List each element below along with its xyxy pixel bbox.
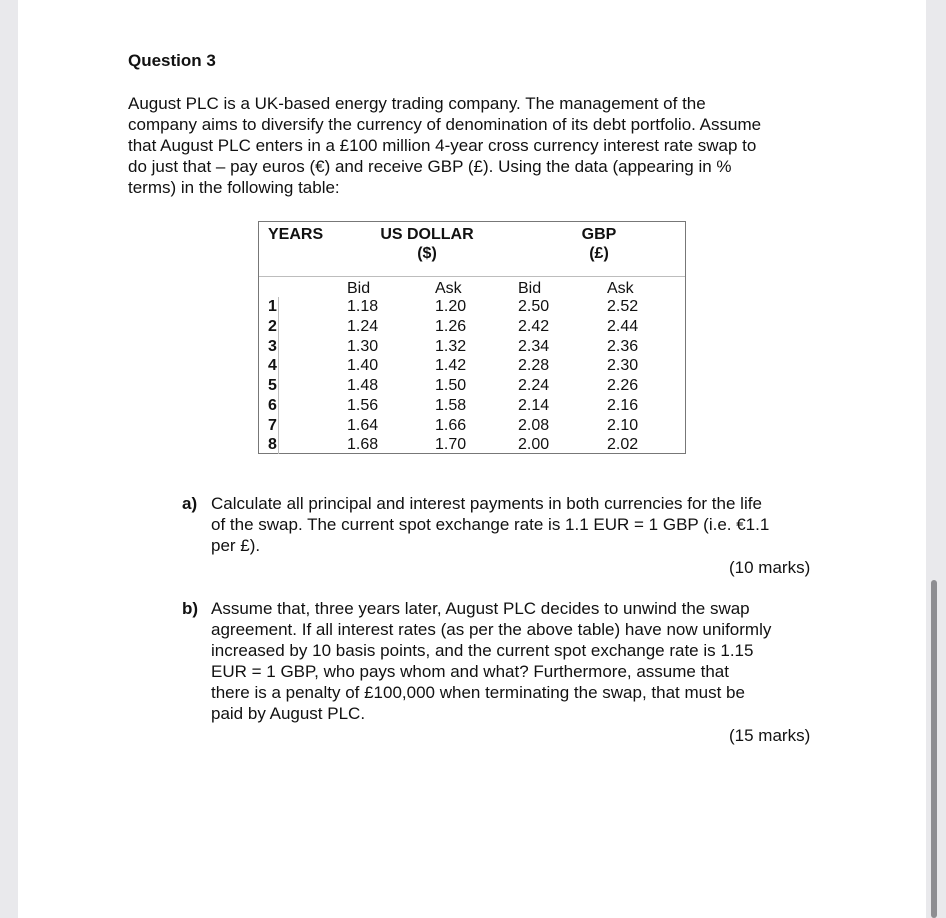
table-row xyxy=(259,416,685,436)
year-cell: 7 xyxy=(268,416,277,434)
gbp-ask-cell: 2.52 xyxy=(607,298,639,315)
usd-bid-cell: 1.24 xyxy=(347,317,379,335)
gbp-ask-cell: 2.16 xyxy=(607,396,639,414)
usd-ask-cell: 1.58 xyxy=(435,396,467,414)
intro-line: company aims to diversify the currency of denomination of its debt portfolio. Assume xyxy=(128,115,762,134)
question-intro xyxy=(128,93,828,198)
usd-bid-cell: 1.68 xyxy=(347,436,379,454)
gbp-header-label: GBP xyxy=(581,226,617,243)
gbp-ask-cell: 2.44 xyxy=(607,317,639,335)
part-b-line: EUR = 1 GBP, who pays whom and what? Furthermore, assume that xyxy=(211,662,729,681)
table-body xyxy=(259,297,685,455)
usd-bid-cell: 1.40 xyxy=(347,357,379,375)
part-b-marks: (15 marks) xyxy=(729,726,811,745)
part-b-text xyxy=(211,598,822,724)
part-b-line: paid by August PLC. xyxy=(211,704,366,723)
intro-line: terms) in the following table: xyxy=(128,178,340,197)
part-a-text xyxy=(211,493,822,556)
gbp-bid-cell: 2.50 xyxy=(518,298,550,315)
part-a xyxy=(182,493,822,556)
gbp-ask-cell: 2.26 xyxy=(607,377,639,394)
gbp-bid-cell: 2.00 xyxy=(518,436,550,454)
question-title: Question 3 xyxy=(128,51,216,70)
usd-bid-cell: 1.48 xyxy=(347,377,379,394)
gbp-ask-header: Ask xyxy=(607,280,634,297)
gbp-ask-cell: 2.36 xyxy=(607,337,639,355)
usd-bid-cell: 1.30 xyxy=(347,337,379,355)
part-a-label: a) xyxy=(182,494,198,513)
part-b-line: Assume that, three years later, August PLC decides to unwind the swap xyxy=(211,599,750,618)
usd-ask-cell: 1.26 xyxy=(435,317,467,335)
gbp-bid-header: Bid xyxy=(518,280,542,297)
usd-bid-cell: 1.18 xyxy=(347,298,379,315)
intro-line: August PLC is a UK-based energy trading company. The management of the xyxy=(128,94,706,113)
usd-bid-header: Bid xyxy=(347,280,371,297)
part-b-line: agreement. If all interest rates (as per the above table) have now uniformly xyxy=(211,620,772,639)
gbp-bid-cell: 2.24 xyxy=(518,377,550,394)
part-b-line: increased by 10 basis points, and the current spot exchange rate is 1.15 xyxy=(211,641,754,660)
gbp-bid-cell: 2.34 xyxy=(518,337,550,355)
year-cell: 4 xyxy=(268,357,277,375)
usd-ask-cell: 1.70 xyxy=(435,436,467,454)
table-row xyxy=(259,396,685,416)
usd-bid-cell: 1.56 xyxy=(347,396,379,414)
gbp-header-symbol: (£) xyxy=(589,245,609,262)
usd-ask-cell: 1.42 xyxy=(435,357,467,375)
table-row xyxy=(259,297,685,317)
usd-ask-cell: 1.66 xyxy=(435,416,467,434)
usd-bid-cell: 1.64 xyxy=(347,416,379,434)
year-cell: 6 xyxy=(268,396,277,414)
usd-ask-cell: 1.20 xyxy=(435,298,467,315)
table-row xyxy=(259,435,685,455)
part-b-label: b) xyxy=(182,599,199,618)
gbp-header xyxy=(559,225,639,263)
header-divider xyxy=(259,276,685,277)
interest-rate-table xyxy=(258,221,686,454)
table-row xyxy=(259,376,685,396)
usd-header-label: US DOLLAR xyxy=(380,226,474,243)
year-cell: 5 xyxy=(268,377,277,394)
part-b xyxy=(182,598,822,724)
gbp-bid-cell: 2.42 xyxy=(518,317,550,335)
table-row xyxy=(259,356,685,376)
part-a-line: Calculate all principal and interest payments in both currencies for the life xyxy=(211,494,762,513)
year-cell: 3 xyxy=(268,337,277,355)
year-cell: 2 xyxy=(268,317,277,335)
usd-ask-cell: 1.50 xyxy=(435,377,467,394)
gbp-bid-cell: 2.28 xyxy=(518,357,550,375)
year-cell: 1 xyxy=(268,298,277,315)
year-cell: 8 xyxy=(268,436,277,454)
gbp-bid-cell: 2.14 xyxy=(518,396,550,414)
gbp-ask-cell: 2.02 xyxy=(607,436,639,454)
usd-header xyxy=(367,225,487,263)
intro-line: that August PLC enters in a £100 million 4-year cross currency interest rate swap to xyxy=(128,136,757,155)
table-row xyxy=(259,317,685,337)
vertical-scrollbar[interactable] xyxy=(931,580,937,918)
years-header: YEARS xyxy=(268,226,324,243)
gbp-bid-cell: 2.08 xyxy=(518,416,550,434)
usd-ask-cell: 1.32 xyxy=(435,337,467,355)
gbp-ask-cell: 2.30 xyxy=(607,357,639,375)
table-row xyxy=(259,337,685,357)
gbp-ask-cell: 2.10 xyxy=(607,416,639,434)
usd-header-symbol: ($) xyxy=(417,245,437,262)
intro-line: do just that – pay euros (€) and receive GBP (£). Using the data (appearing in % xyxy=(128,157,732,176)
part-a-line: of the swap. The current spot exchange rate is 1.1 EUR = 1 GBP (i.e. €1.1 xyxy=(211,515,770,534)
part-a-line: per £). xyxy=(211,536,261,555)
part-b-line: there is a penalty of £100,000 when terminating the swap, that must be xyxy=(211,683,745,702)
part-a-marks: (10 marks) xyxy=(729,558,811,577)
usd-ask-header: Ask xyxy=(435,280,462,297)
